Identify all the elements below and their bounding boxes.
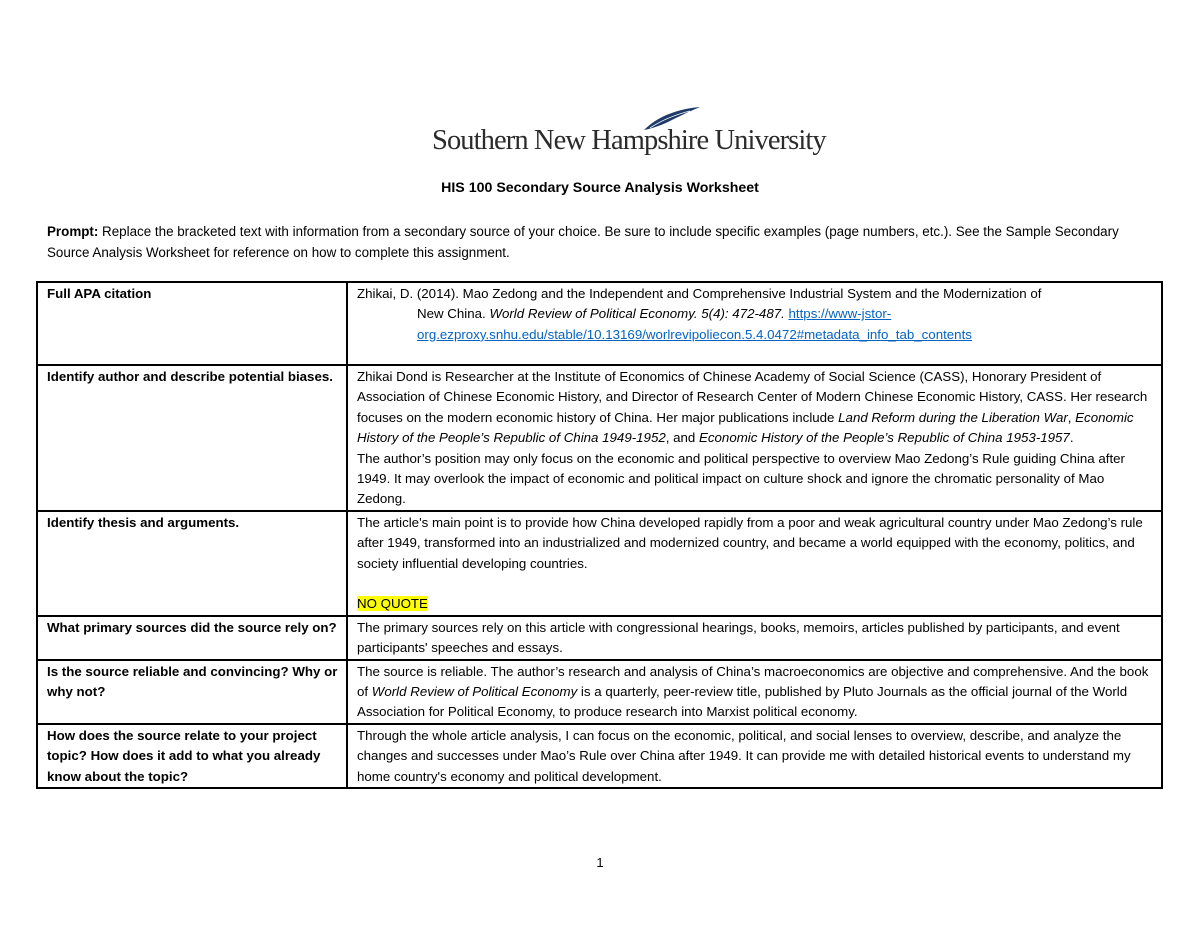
question-cell: How does the source relate to your project topic? How does it add to what you already know about the topic? xyxy=(37,724,347,788)
citation-continuation xyxy=(357,304,1153,345)
worksheet-title: HIS 100 Secondary Source Analysis Worksheet xyxy=(441,180,759,196)
page-number: 1 xyxy=(596,855,604,870)
analysis-table xyxy=(36,281,1163,789)
bias-paragraph: The author’s position may only focus on the economic and political perspective to overview Mao Zedong’s Rule guiding China after 1949. It may overlook the impact of economic and political impact on culture shock and ignore the chromatic personality of Mao Zedong. xyxy=(357,450,1125,507)
no-quote-highlight: NO QUOTE xyxy=(357,596,428,612)
answer-text: , and xyxy=(665,430,700,446)
table-row-thesis xyxy=(37,511,1162,616)
book-title: Land Reform during the Liberation War xyxy=(838,409,1068,425)
book-title: Economic History of the People’s Republic of China 1953-1957 xyxy=(699,430,1070,446)
answer-text: Zhikai Dond is Researcher at the Institute of Economics of Chinese Academy of Social Science (CASS), Honorary President of Association of Chinese Economic History, and Director of Research Center of Modern Chinese Economic History, CASS. Her research focuses on the modern economic history of China. Her major publications include xyxy=(357,369,1148,425)
quill-icon xyxy=(640,106,702,132)
snhu-logo xyxy=(432,106,826,160)
book-title: Economic History of the People’s Republic of China 1949-1952 xyxy=(357,409,1134,446)
note-line xyxy=(357,594,1153,614)
answer-text: The source is reliable. The author’s research and analysis of China’s macroeconomics are objective and comprehensive. And the book of xyxy=(357,663,1149,700)
answer-cell: The primary sources rely on this article with congressional hearings, books, memoirs, articles published by participants, and event participants' speeches and essays. xyxy=(347,616,1162,660)
logo-wordmark: Southern New Hampshire University xyxy=(432,125,826,156)
prompt-label: Prompt: xyxy=(47,224,99,239)
table-row-primary-sources xyxy=(37,616,1162,660)
answer-text: The article's main point is to provide how China developed rapidly from a poor and weak agricultural country under Mao Zedong’s rule after 1949, transformed into an industrialized and modernized country, and became a world equipped with the economy, politics, and society influential developing countries. xyxy=(357,514,1143,571)
citation-line-2: New China. xyxy=(417,306,490,322)
answer-text: is a quarterly, peer-review title, published by Pluto Journals as the official journal of the World Association for Political Economy, to produce research into Marxist political economy. xyxy=(357,684,1128,720)
prompt-paragraph xyxy=(47,221,1157,263)
citation-journal: World Review of Political Economy. 5(4): 472-487. xyxy=(489,306,785,322)
journal-title: World Review of Political Economy xyxy=(371,684,578,700)
table-row-author xyxy=(37,365,1162,511)
question-cell: Is the source reliable and convincing? Why or why not? xyxy=(37,660,347,724)
answer-text: , xyxy=(1067,409,1076,425)
table-row-citation xyxy=(37,282,1162,365)
question-cell: Identify author and describe potential biases. xyxy=(37,365,347,511)
table-row-relation xyxy=(37,724,1162,788)
blank-line xyxy=(357,574,1153,594)
table-row-reliability xyxy=(37,660,1162,724)
prompt-text: Replace the bracketed text with information from a secondary source of your choice. Be sure to include specific examples (page numbers, etc.). See the Sample Secondary Source Analysis Worksheet for reference on how to complete this assignment. xyxy=(47,224,1119,260)
question-cell: Full APA citation xyxy=(37,282,347,365)
citation-line-1: Zhikai, D. (2014). Mao Zedong and the Independent and Comprehensive Industrial System and the Modernization of xyxy=(357,286,1042,301)
answer-cell xyxy=(347,660,1162,724)
question-cell: What primary sources did the source rely on? xyxy=(37,616,347,660)
citation-link-part-1[interactable]: https://www-jstor- xyxy=(788,306,892,322)
answer-cell xyxy=(347,365,1162,511)
citation-link-part-2[interactable]: org.ezproxy.snhu.edu/stable/10.13169/worlrevipoliecon.5.4.0472#metadata_info_tab_contents xyxy=(417,326,972,342)
answer-cell: Through the whole article analysis, I can focus on the economic, political, and social lenses to overview, describe, and analyze the changes and successes under Mao’s Rule over China after 1949. It can provide me with detailed historical events to understand my home country's economy and political development. xyxy=(347,724,1162,788)
answer-cell xyxy=(347,282,1162,365)
answer-cell xyxy=(347,511,1162,616)
answer-text: . xyxy=(1069,430,1074,446)
question-cell: Identify thesis and arguments. xyxy=(37,511,347,616)
